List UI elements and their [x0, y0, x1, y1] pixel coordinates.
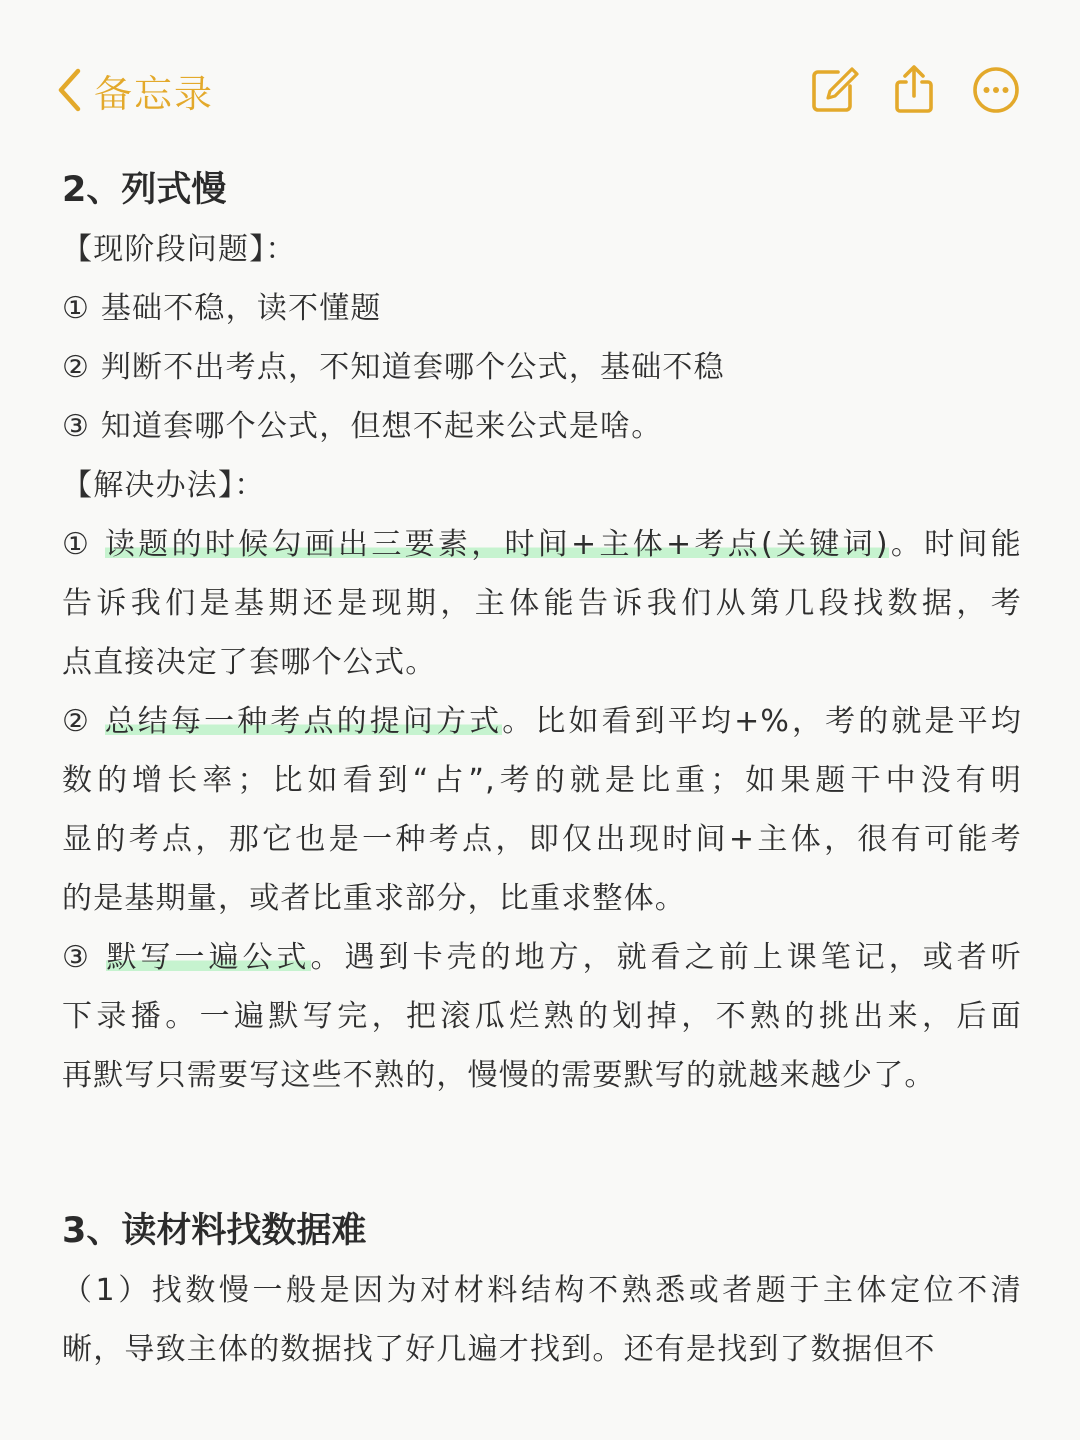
more-button[interactable] [970, 64, 1022, 116]
solution-2-line-3: 显的考点，那它也是一种考点，即仅出现时间+主体，很有可能考 [62, 822, 1022, 857]
section-3-line-1: （1）找数慢一般是因为对材料结构不熟悉或者题于主体定位不清 [62, 1273, 1022, 1308]
solution-2-rest: 。比如看到平均+%，考的就是平均 [502, 704, 1022, 739]
more-icon [970, 64, 1022, 116]
solution-3-line-1 [62, 928, 1022, 987]
solutions-label: 【解决办法】： [62, 468, 266, 503]
solution-3-line-2: 下录播。一遍默写完，把滚瓜烂熟的划掉，不熟的挑出来，后面 [62, 999, 1022, 1034]
solution-marker: ③ [62, 940, 107, 975]
problems-label: 【现阶段问题】： [62, 232, 297, 267]
section-3-line-2: 晰，导致主体的数据找了好几遍才找到。还有是找到了数据但不 [62, 1332, 936, 1367]
solution-2-line-1 [62, 692, 1022, 751]
solution-2-line-2: 数的增长率；比如看到“占”,考的就是比重；如果题干中没有明 [62, 763, 1022, 798]
problem-item: ② 判断不出考点，不知道套哪个公式，基础不稳 [62, 350, 725, 385]
solution-1-highlight: 读题的时候勾画出三要素，时间+主体+考点(关键词) [105, 527, 889, 562]
note-body[interactable] [62, 160, 1022, 1379]
solution-2-highlight: 总结每一种考点的提问方式 [104, 704, 503, 739]
problem-item: ③ 知道套哪个公式，但想不起来公式是啥。 [62, 409, 663, 444]
compose-button[interactable] [808, 64, 860, 116]
solution-1-rest: 。时间能 [888, 527, 1022, 562]
solution-3-rest: 。遇到卡壳的地方，就看之前上课笔记，或者听 [310, 940, 1022, 975]
share-icon [888, 64, 940, 116]
section-3-title: 3、读材料找数据难 [62, 1211, 367, 1251]
solution-1-line-2: 告诉我们是基期还是现期，主体能告诉我们从第几段找数据，考 [62, 586, 1022, 621]
problem-item: ① 基础不稳，读不懂题 [62, 291, 382, 326]
chevron-left-icon [56, 68, 82, 112]
solution-3-line-3: 再默写只需要写这些不熟的，慢慢的需要默写的就越来越少了。 [62, 1058, 936, 1093]
solution-1-line-1 [62, 515, 1022, 574]
compose-icon [808, 64, 860, 116]
share-button[interactable] [888, 64, 940, 116]
navigation-bar [0, 0, 1080, 150]
solution-marker: ① [62, 527, 106, 562]
back-label: 备忘录 [94, 71, 215, 116]
solution-1-line-3: 点直接决定了套哪个公式。 [62, 645, 437, 680]
section-2-title: 2、列式慢 [62, 170, 227, 210]
solution-marker: ② [62, 704, 105, 739]
paragraph-gap [62, 1105, 1022, 1201]
solution-2-line-4: 的是基期量，或者比重求部分，比重求整体。 [62, 881, 686, 916]
solution-3-highlight: 默写一遍公式 [106, 940, 311, 975]
back-button[interactable] [56, 62, 214, 118]
